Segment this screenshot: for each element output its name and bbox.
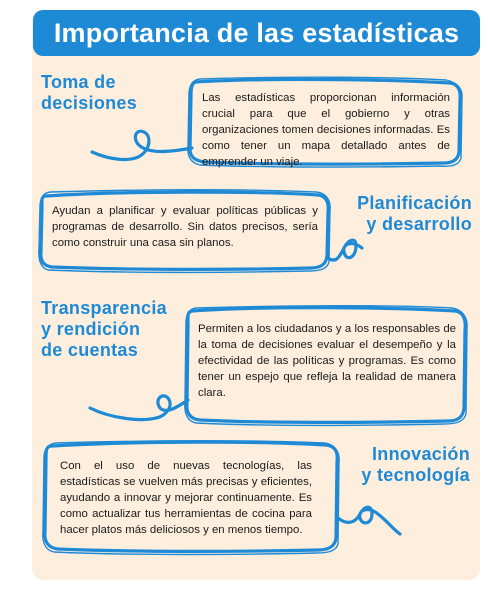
section-heading-planificacion [330, 193, 472, 235]
heading-line: Toma de [41, 72, 116, 92]
section-heading-transparencia [41, 298, 167, 361]
heading-line: decisiones [41, 93, 138, 113]
section-text-innovacion: Con el uso de nuevas tecnologías, las estadísticas se vuelven más precisas y eficientes, ayudando a innovar y mejorar continuamente. Es como actualizar tus herramientas de cocina para hacer platos más deliciosos y en menos tiempo. [60, 460, 312, 536]
heading-line: Planificación [357, 193, 472, 213]
heading-line: y desarrollo [366, 214, 472, 234]
section-heading-decisiones [41, 72, 137, 114]
heading-line: Innovación [371, 444, 470, 464]
section-text-planificacion: Ayudan a planificar y evaluar políticas públicas y programas de desarrollo. Sin datos precisos, sería como construir una casa sin planos. [52, 205, 318, 249]
heading-line: de cuentas [41, 340, 139, 360]
heading-line: y tecnología [361, 465, 470, 485]
heading-line: Transparencia [41, 298, 167, 318]
page-title: Importancia de las estadísticas [33, 10, 480, 56]
section-text-decisiones: Las estadísticas proporcionan información crucial para que el gobierno y otras organizaciones tomen decisiones informadas. Es como tener un mapa detallado antes de emprender un viaje. [202, 92, 450, 168]
section-heading-innovacion [340, 444, 470, 486]
section-text-transparencia: Permiten a los ciudadanos y a los responsables de la toma de decisiones evaluar el desempeño y la efectividad de las políticas y programas. Es como tener un espejo que refleja la realidad de manera clara. [198, 323, 456, 399]
heading-line: y rendición [41, 319, 141, 339]
